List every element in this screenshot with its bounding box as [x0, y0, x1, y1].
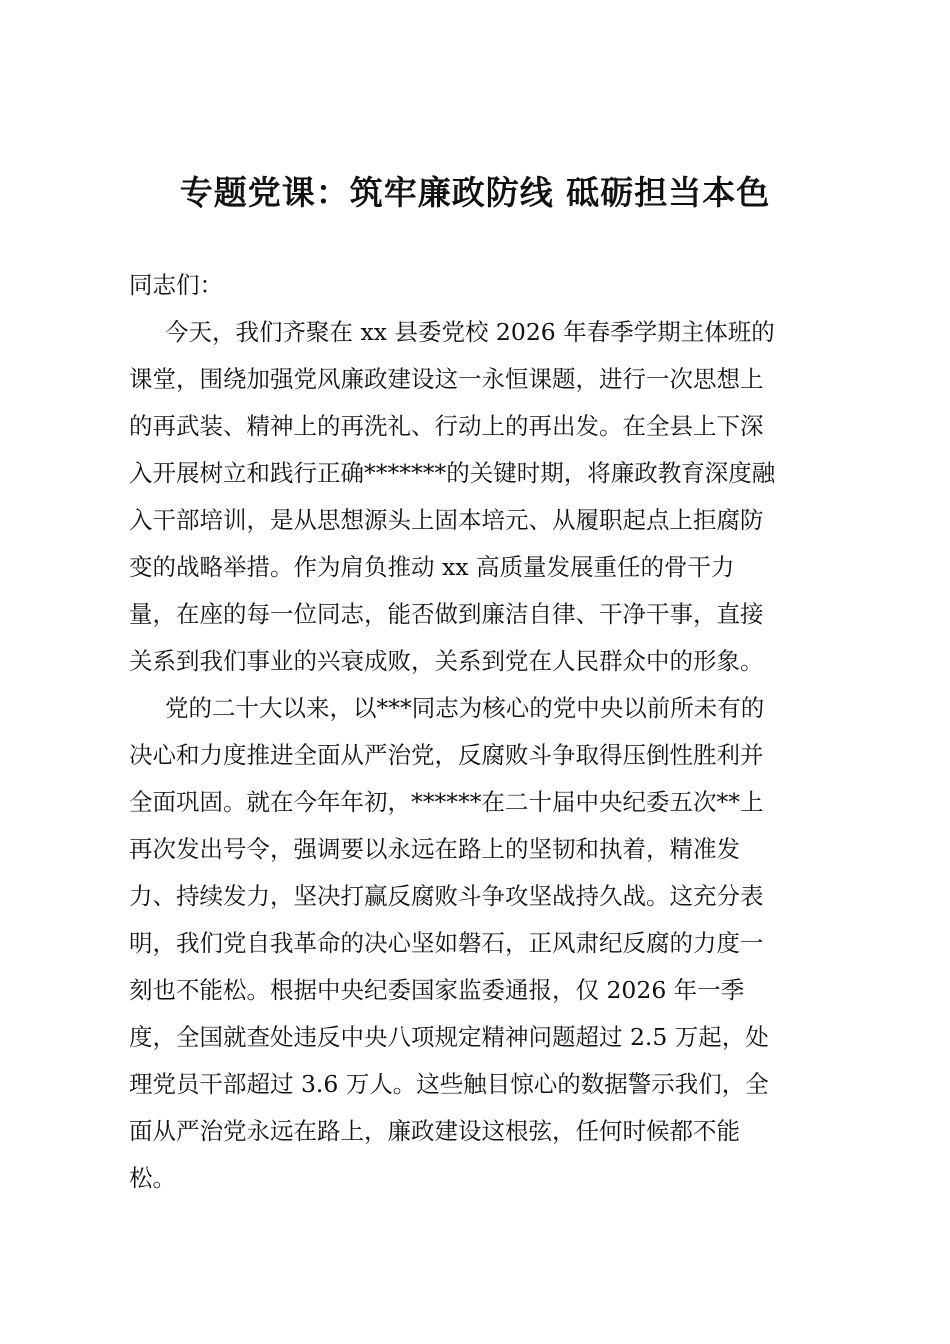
paragraph-line: 全面巩固。就在今年年初，******在二十届中央纪委五次**上	[129, 788, 764, 816]
paragraph-line: 面从严治党永远在路上，廉政建设这根弦，任何时候都不能	[129, 1117, 740, 1145]
paragraph-line: 度，全国就查处违反中央八项规定精神问题超过 2.5 万起，处	[129, 1023, 769, 1051]
document-title: 专题党课：筑牢廉政防线 砥砺担当本色	[179, 173, 771, 212]
paragraph-line: 课堂，围绕加强党风廉政建设这一永恒课题，进行一次思想上	[129, 365, 764, 393]
paragraph-line: 入开展树立和践行正确*******的关键时期，将廉政教育深度融	[129, 459, 776, 487]
paragraph-line: 变的战略举措。作为肩负推动 xx 高质量发展重任的骨干力	[129, 553, 735, 581]
salutation: 同志们：	[129, 271, 223, 299]
paragraph-line: 关系到我们事业的兴衰成败，关系到党在人民群众中的形象。	[129, 647, 764, 675]
paragraph-line: 再次发出号令，强调要以永远在路上的坚韧和执着，精准发	[129, 835, 740, 863]
paragraph-line: 松。	[129, 1164, 176, 1192]
paragraph-line: 刻也不能松。根据中央纪委国家监委通报，仅 2026 年一季	[129, 976, 745, 1004]
paragraph-line: 今天，我们齐聚在 xx 县委党校 2026 年春季学期主体班的	[165, 318, 775, 346]
document-body	[129, 262, 829, 1202]
paragraph-line: 明，我们党自我革命的决心坚如磐石，正风肃纪反腐的力度一	[129, 929, 764, 957]
paragraph-line: 量，在座的每一位同志，能否做到廉洁自律、干净干事，直接	[129, 600, 764, 628]
paragraph-2	[129, 685, 829, 1202]
paragraph-1	[129, 309, 829, 685]
paragraph-line: 理党员干部超过 3.6 万人。这些触目惊心的数据警示我们，全	[129, 1070, 769, 1098]
paragraph-line: 党的二十大以来，以***同志为核心的党中央以前所未有的	[165, 694, 765, 722]
paragraph-line: 决心和力度推进全面从严治党，反腐败斗争取得压倒性胜利并	[129, 741, 764, 769]
paragraph-line: 入干部培训，是从思想源头上固本培元、从履职起点上拒腐防	[129, 506, 764, 534]
paragraph-line: 力、持续发力，坚决打赢反腐败斗争攻坚战持久战。这充分表	[129, 882, 764, 910]
paragraph-line: 的再武装、精神上的再洗礼、行动上的再出发。在全县上下深	[129, 412, 764, 440]
